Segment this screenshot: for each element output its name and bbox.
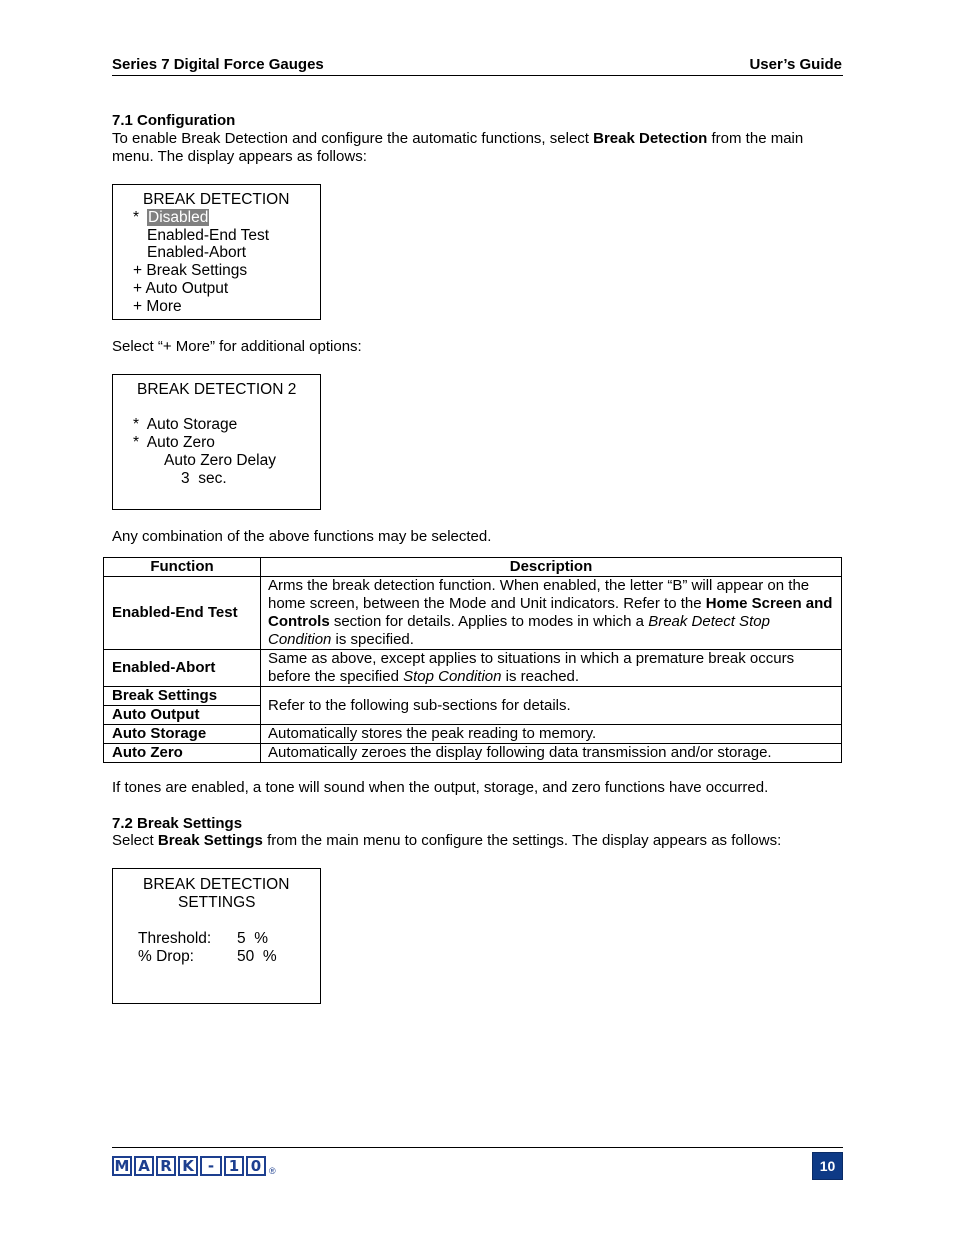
desc-italic: Break Detect Stop Condition	[268, 613, 770, 648]
mark-10-logo	[112, 1156, 276, 1176]
footer-rule	[112, 1147, 843, 1148]
section-heading-configuration: 7.1 Configuration	[112, 112, 236, 129]
break-detection-2-display	[112, 374, 321, 510]
function-cell: Auto Output	[104, 706, 261, 725]
intro-bold: Break Settings	[157, 832, 263, 849]
option-disabled-highlighted: Disabled	[148, 209, 209, 226]
description-cell: Automatically stores the peak reading to memory.	[261, 725, 842, 744]
desc-italic: Stop Condition	[403, 668, 502, 685]
submenu-auto-output: + Auto Output	[133, 280, 229, 297]
break-settings-intro	[112, 832, 843, 850]
option-auto-zero: * Auto Zero	[133, 434, 215, 451]
selected-marker: *	[133, 209, 140, 226]
function-cell: Auto Zero	[104, 744, 261, 763]
intro-bold: Break Detection	[593, 130, 708, 147]
combination-text: Any combination of the above functions may be selected.	[112, 528, 492, 545]
drop-value: 50 %	[237, 948, 277, 965]
logo-letter: K	[178, 1156, 198, 1176]
page-number: 10	[812, 1152, 843, 1180]
table-row	[104, 577, 842, 650]
function-cell: Break Settings	[104, 687, 261, 706]
intro-text: To enable Break Detection and configure the automatic functions, select	[112, 130, 594, 147]
column-header-function: Function	[104, 558, 261, 577]
column-header-description: Description	[261, 558, 842, 577]
option-auto-storage: * Auto Storage	[133, 416, 238, 433]
description-cell: Automatically zeroes the display following data transmission and/or storage.	[261, 744, 842, 763]
desc-text: is specified.	[331, 631, 414, 648]
function-table	[103, 557, 842, 763]
description-cell: Refer to the following sub-sections for details.	[261, 687, 842, 725]
option-enabled-abort: Enabled-Abort	[147, 244, 247, 261]
function-cell: Enabled-End Test	[104, 577, 261, 650]
table-row	[104, 725, 842, 744]
description-cell	[261, 650, 842, 687]
logo-letter: -	[200, 1156, 222, 1176]
break-settings-display	[112, 868, 321, 1004]
display-title: BREAK DETECTION 2	[137, 381, 297, 398]
description-cell	[261, 577, 842, 650]
more-options-text: Select “+ More” for additional options:	[112, 338, 362, 355]
display-title: BREAK DETECTION	[143, 191, 290, 208]
desc-text: is reached.	[501, 668, 580, 685]
logo-letter: M	[112, 1156, 132, 1176]
function-cell: Enabled-Abort	[104, 650, 261, 687]
header-rule	[112, 75, 843, 76]
registered-mark: ®	[269, 1166, 276, 1176]
table-row	[104, 650, 842, 687]
option-enabled-end-test: Enabled-End Test	[147, 227, 270, 244]
logo-letter: A	[134, 1156, 154, 1176]
table-row	[104, 744, 842, 763]
submenu-more: + More	[133, 298, 182, 315]
display-title-line2: SETTINGS	[178, 894, 256, 911]
desc-bold: Home Screen and Controls	[268, 595, 833, 630]
section-heading-break-settings: 7.2 Break Settings	[112, 815, 243, 832]
break-detection-display	[112, 184, 321, 320]
logo-letter: R	[156, 1156, 176, 1176]
configuration-intro	[112, 130, 843, 166]
intro-text-line2: menu. The display appears as follows:	[112, 148, 367, 165]
table-row	[104, 687, 842, 706]
intro-text: Select	[112, 832, 158, 849]
document-guide-label: User’s Guide	[749, 56, 842, 73]
function-cell: Auto Storage	[104, 725, 261, 744]
desc-text: Arms the break detection function. When enabled, the letter “B” will appear on the home screen, between the Mode and Unit indicators. Refer to the	[268, 577, 810, 612]
drop-label: % Drop:	[138, 948, 194, 965]
auto-zero-delay-label: Auto Zero Delay	[164, 452, 276, 469]
threshold-value: 5 %	[237, 930, 269, 947]
display-title-line1: BREAK DETECTION	[143, 876, 290, 893]
tones-text: If tones are enabled, a tone will sound when the output, storage, and zero functions have occurred.	[112, 779, 769, 796]
desc-text: Same as above, except applies to situations in which a premature break occurs before the specified	[268, 650, 795, 685]
document-title: Series 7 Digital Force Gauges	[112, 56, 324, 73]
threshold-label: Threshold:	[138, 930, 212, 947]
intro-text-end: from the main menu to configure the settings. The display appears as follows:	[262, 832, 782, 849]
desc-text: section for details. Applies to modes in which a	[329, 613, 649, 630]
logo-letter: 1	[224, 1156, 244, 1176]
intro-text-end: from the main	[707, 130, 804, 147]
submenu-break-settings: + Break Settings	[133, 262, 248, 279]
auto-zero-delay-value: 3 sec.	[181, 470, 227, 487]
table-header-row	[104, 558, 842, 577]
logo-letter: 0	[246, 1156, 266, 1176]
